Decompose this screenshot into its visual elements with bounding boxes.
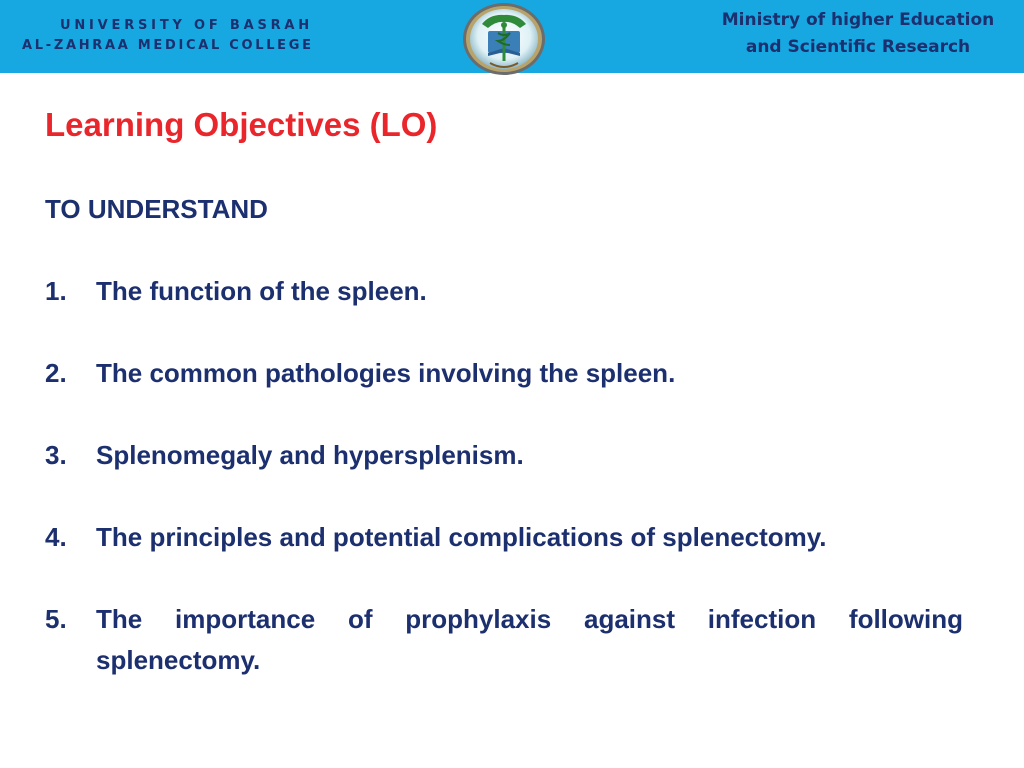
slide-header — [0, 0, 1024, 73]
objectives-list — [45, 271, 963, 722]
university-name-line2: AL-ZAHRAA MEDICAL COLLEGE — [22, 38, 314, 53]
objective-text: The principles and potential complications of splenectomy. — [96, 522, 827, 552]
objective-item — [45, 353, 963, 394]
ministry-name-line2: and Scientific Research — [745, 37, 971, 57]
objective-number: 5. — [45, 604, 67, 634]
objective-number: 2. — [45, 358, 67, 388]
objective-number: 1. — [45, 276, 67, 306]
objective-text: Splenomegaly and hypersplenism. — [96, 440, 524, 470]
objective-text: The importance of prophylaxis against infection following splenectomy. — [96, 604, 963, 675]
objective-number: 3. — [45, 440, 67, 470]
objective-item — [45, 271, 963, 312]
objective-item — [45, 435, 963, 476]
objective-text: The common pathologies involving the spleen. — [96, 358, 676, 388]
ministry-name — [708, 7, 1008, 61]
objective-item — [45, 517, 963, 558]
ministry-name-line1: Ministry of higher Education — [721, 10, 995, 30]
university-name — [22, 16, 314, 56]
objective-number: 4. — [45, 522, 67, 552]
slide-title: Learning Objectives (LO) — [45, 106, 438, 143]
college-logo — [460, 1, 548, 77]
university-name-line1: UNIVERSITY OF BASRAH — [60, 18, 313, 33]
slide-subtitle: TO UNDERSTAND — [45, 194, 268, 224]
objective-item — [45, 599, 963, 681]
objective-text: The function of the spleen. — [96, 276, 427, 306]
